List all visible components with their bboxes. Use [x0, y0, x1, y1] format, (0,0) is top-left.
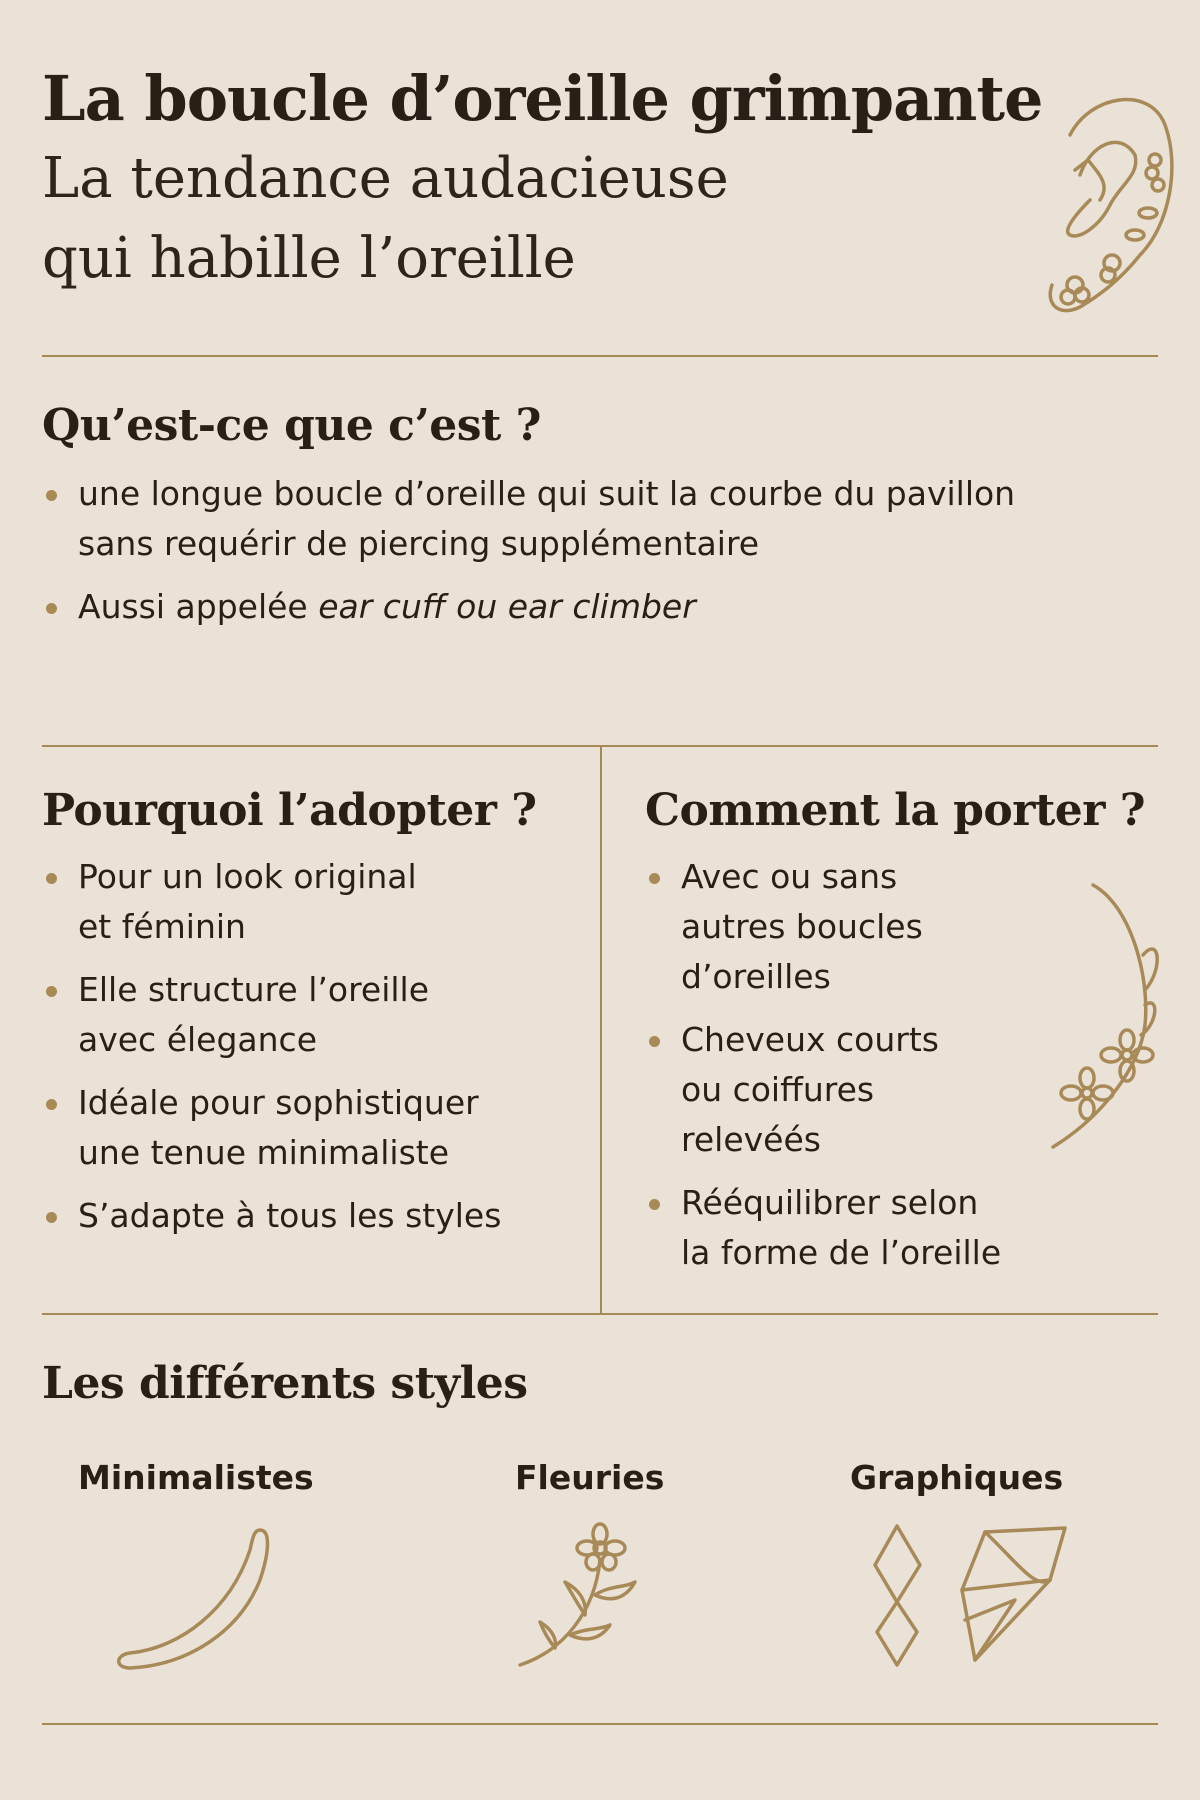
subtitle-line: qui habille l’oreille — [42, 226, 576, 291]
line: Pour un look original — [78, 857, 417, 896]
crescent-curve-icon — [110, 1520, 280, 1680]
page-title: La boucle d’oreille grimpante — [42, 62, 1043, 135]
line: S’adapte à tous les styles — [78, 1196, 502, 1235]
style-label-graphiques: Graphiques — [850, 1458, 1064, 1497]
divider — [42, 355, 1158, 357]
section-why — [42, 785, 592, 1254]
list-item — [42, 582, 1162, 632]
section-heading: Les différents styles — [42, 1358, 528, 1409]
line: Avec ou sans — [681, 857, 898, 896]
divider — [42, 1313, 1158, 1315]
section-heading: Pourquoi l’adopter ? — [42, 785, 537, 836]
ear-climber-icon — [1040, 85, 1190, 315]
line: autres boucles — [681, 907, 923, 946]
bullet-list — [42, 469, 1162, 632]
vertical-divider — [600, 746, 602, 1314]
list-item — [42, 1078, 592, 1178]
list-item — [42, 852, 592, 952]
line: relevéés — [681, 1120, 821, 1159]
geometric-shapes-icon — [865, 1520, 1075, 1670]
header — [42, 62, 1042, 299]
line: et féminin — [78, 907, 246, 946]
list-item — [645, 1178, 1165, 1278]
line: Aussi appelée — [78, 587, 319, 626]
list-item — [42, 469, 1162, 569]
line: Rééquilibrer selon — [681, 1183, 979, 1222]
section-what — [42, 400, 1162, 645]
italic-term: ear cuff ou ear climber — [318, 587, 696, 626]
section-heading: Qu’est-ce que c’est ? — [42, 400, 541, 451]
floral-vine-icon — [1045, 875, 1165, 1155]
line: Elle structure l’oreille — [78, 970, 430, 1009]
style-label-minimalistes: Minimalistes — [78, 1458, 314, 1497]
line: Cheveux courts — [681, 1020, 939, 1059]
list-item — [42, 1191, 592, 1241]
line: sans requérir de piercing supplémentaire — [78, 524, 760, 563]
flower-branch-icon — [515, 1520, 645, 1670]
list-item — [42, 965, 592, 1065]
line: la forme de l’oreille — [681, 1233, 1002, 1272]
line: une longue boucle d’oreille qui suit la courbe du pavillon — [78, 474, 1016, 513]
page-subtitle — [42, 139, 1042, 299]
divider — [42, 1723, 1158, 1725]
line: ou coiffures — [681, 1070, 875, 1109]
line: Idéale pour sophistiquer — [78, 1083, 479, 1122]
line: avec élegance — [78, 1020, 317, 1059]
line: d’oreilles — [681, 957, 831, 996]
style-label-fleuries: Fleuries — [515, 1458, 665, 1497]
section-heading: Comment la porter ? — [645, 785, 1146, 836]
subtitle-line: La tendance audacieuse — [42, 146, 729, 211]
bullet-list — [42, 852, 592, 1241]
line: une tenue minimaliste — [78, 1133, 450, 1172]
